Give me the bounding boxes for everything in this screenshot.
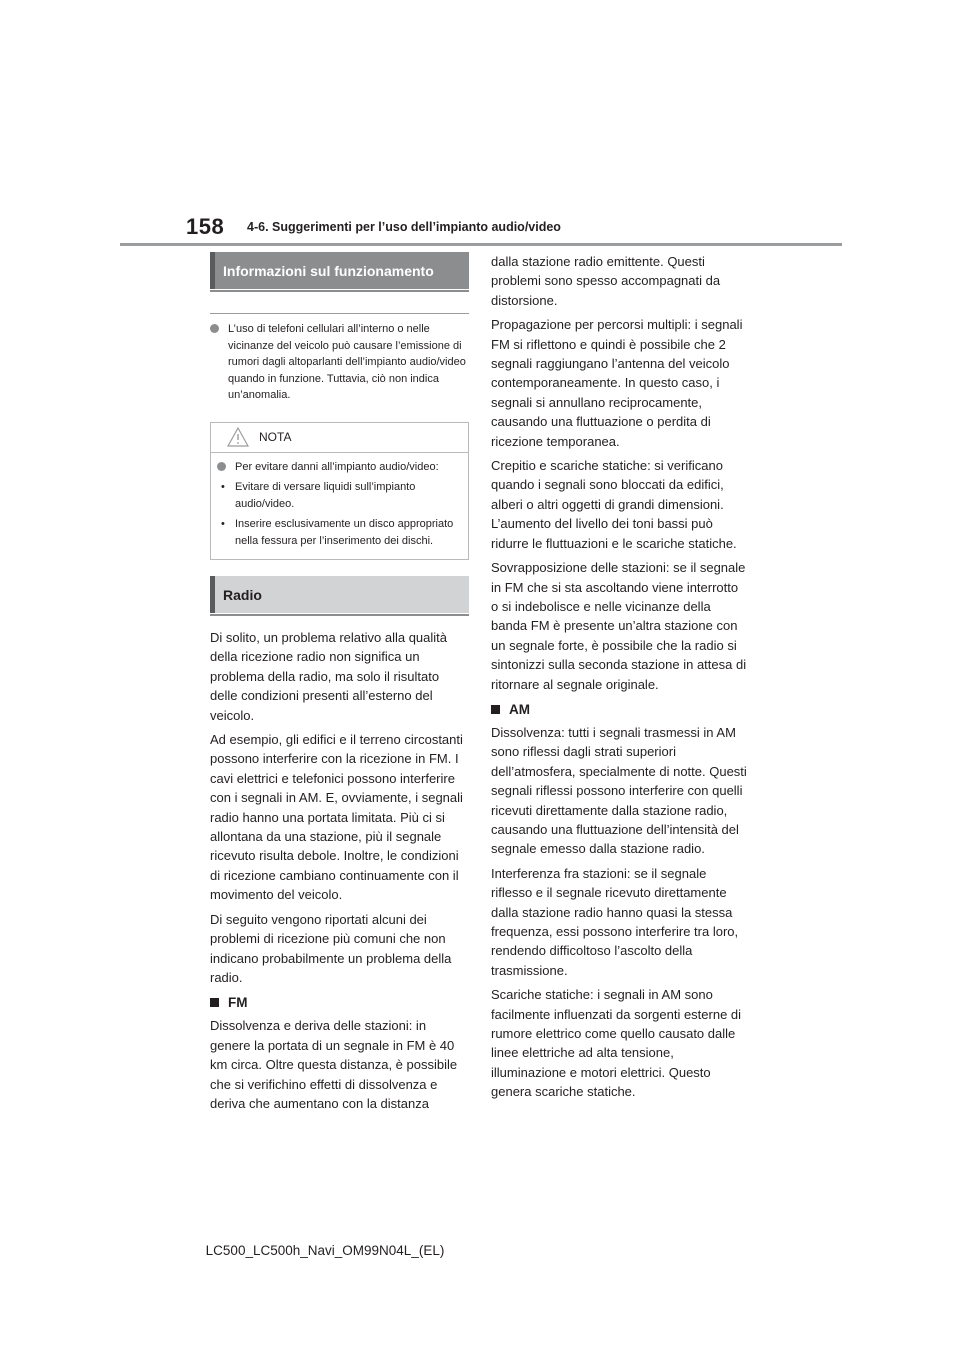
page-number: 158 [186, 214, 225, 239]
am-heading-label: AM [509, 701, 530, 717]
fm-paragraph: Crepitio e scariche statiche: si verificano quando i segnali sono bloccati da edifici, alberi o altri oggetti di grandi dimensioni. L’aumento del livello dei toni bassi può ridurre le fluttuazioni e le scariche statiche. [491, 458, 737, 551]
radio-paragraph: Di solito, un problema relativo alla qualità della ricezione radio non significa un problema della radio, ma solo il risultato delle condizioni presenti all’esterno del veicolo. [210, 630, 448, 723]
radio-paragraph: Di seguito vengono riportati alcuni dei problemi di ricezione più comuni che non indicano probabilmente un problema della radio. [210, 911, 452, 985]
nota-item [217, 516, 460, 549]
info-bullet [210, 321, 469, 404]
nota-box [210, 422, 469, 561]
square-bullet-icon [491, 705, 500, 714]
radio-paragraph: Ad esempio, gli edifici e il terreno circostanti possono interferire con la ricezione in FM. I cavi elettrici e telefonici possono interferire con i segnali in AM. E, ovviamente, i segnali radio hanno una portata limitata. Più ci si allontana da una stazione, più il segnale ricevuto risulta debole. Inoltre, le condizioni di ricezione cambiano continuamente con il movimento del veicolo. [210, 732, 463, 903]
section-divider [210, 313, 469, 314]
nota-header [211, 423, 468, 453]
section-heading-radio [210, 576, 469, 613]
nota-bullet-text: Per evitare danni all’impianto audio/video: [235, 460, 439, 473]
am-paragraph: Interferenza fra stazioni: se il segnale riflesso e il segnale ricevuto direttamente dalla stazione radio hanno quasi la stessa frequenza, essi possono interferire tra loro, rendendo difficoltoso l’ascolto della trasmissione. [491, 865, 739, 978]
small-bullet-icon: • [221, 518, 225, 530]
bullet-dot-icon [210, 324, 219, 333]
am-paragraph: Scariche statiche: i segnali in AM sono facilmente influenzati da sorgenti esterne di rumore elettrico come quello causato dalle linee elettriche ad alta tensione, illuminazione e motori elettrici. Questo genera scariche statiche. [491, 987, 742, 1100]
left-column [210, 252, 469, 1118]
fm-paragraph: Sovrapposizione delle stazioni: se il segnale in FM che si sta ascoltando viene interrotto o si indebolisce e nelle vicinanze della banda FM è presente un’altra stazione con un segnale forte, è possibile che la radio si sintonizzi sulla seconda stazione in attesa di ritornare al segnale originale. [491, 560, 747, 692]
fm-paragraph-continued: dalla stazione radio emittente. Questi problemi sono spesso accompagnati da distorsione. [491, 254, 721, 308]
am-paragraph: Dissolvenza: tutti i segnali trasmessi in AM sono riflessi dagli strati superiori dell’atmosfera, specialmente di notte. Questi segnali riflessi possono interferire con quelli ricevuti direttamente dalla stazione radio, causando una fluttuazione dell’intensità del segnale emesso dalla stazione radio. [491, 724, 747, 857]
square-bullet-icon [210, 998, 219, 1007]
bullet-dot-icon [217, 462, 226, 471]
fm-heading [210, 995, 469, 1010]
nota-item-text: Evitare di versare liquidi sull’impianto audio/video. [235, 481, 416, 510]
small-bullet-icon: • [221, 481, 225, 493]
warning-triangle-icon [227, 427, 249, 450]
am-heading [491, 702, 747, 717]
nota-bullet [217, 459, 460, 476]
nota-item-text: Inserire esclusivamente un disco appropriato nella fessura per l’inserimento dei dischi. [235, 518, 454, 547]
document-code: LC500_LC500h_Navi_OM99N04L_(EL) [205, 1243, 445, 1258]
info-bullet-text: L’uso di telefoni cellulari all’interno o nelle vicinanze del veicolo può causare l’emissione di rumori dagli altoparlanti dell’impianto audio/video quando in funzione. Tuttavia, ciò non indica un’anomalia. [228, 323, 466, 401]
section-heading-radio-label: Radio [223, 586, 262, 603]
nota-body [211, 453, 468, 550]
nota-label: NOTA [259, 429, 292, 444]
right-column [491, 252, 747, 1107]
fm-paragraph: Propagazione per percorsi multipli: i segnali FM si riflettono e quindi è possibile che 2 segnali raggiungano l’antenna del veicolo contemporaneamente. In questo caso, i segnali si annullano reciprocamente, causando una fluttuazione o perdita di ricezione temporanea. [491, 317, 743, 449]
nota-item [217, 479, 460, 512]
header-divider [120, 243, 842, 246]
section-heading-info [210, 252, 469, 289]
chapter-title: 4-6. Suggerimenti per l’uso dell’impianto audio/video [247, 220, 561, 234]
fm-heading-label: FM [228, 995, 248, 1011]
fm-paragraph: Dissolvenza e deriva delle stazioni: in genere la portata di un segnale in FM è 40 km circa. Oltre questa distanza, è possibile che si verifichino effetti di dissolvenza e deriva che aumentano con la distanza [210, 1018, 458, 1111]
section-heading-info-label: Informazioni sul funzionamento [223, 262, 434, 279]
